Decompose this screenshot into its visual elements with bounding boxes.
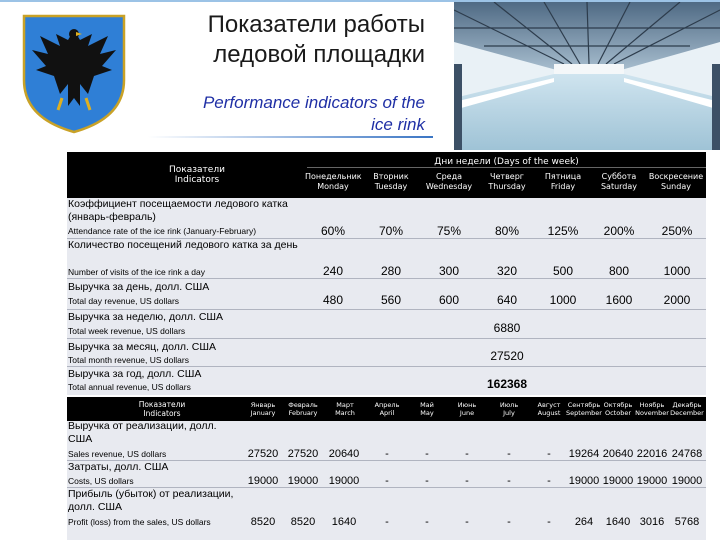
days-of-week-title: Дни недели (Days of the week) — [434, 157, 579, 167]
month-header-june — [449, 401, 485, 417]
day-header-friday — [535, 172, 591, 192]
corner-en: Indicators — [143, 409, 181, 418]
cell-value: - — [507, 448, 511, 460]
row-label-ru: Выручка от реализации, долл. США — [68, 420, 217, 445]
day-header-tuesday — [363, 172, 419, 192]
cell-value: 200% — [603, 224, 635, 238]
cell-value: - — [385, 516, 389, 528]
month-en: September — [566, 409, 602, 417]
cell-value: - — [547, 475, 551, 487]
month-en: February — [288, 409, 318, 417]
month-ru: Декабрь — [672, 401, 702, 409]
row-divider — [67, 309, 706, 310]
page-title-ru — [140, 10, 425, 70]
day-header-wednesday — [421, 172, 477, 192]
row-label-en: Profit (loss) from the sales, US dollars — [68, 517, 211, 527]
month-en: December — [670, 409, 704, 417]
day-en: Thursday — [488, 182, 526, 191]
row-label-ru: Выручка за год, долл. США — [68, 368, 202, 380]
day-header-monday — [305, 172, 361, 192]
monthly-financials-table — [67, 397, 706, 540]
cell-value: - — [425, 475, 429, 487]
cell-value: 19000 — [568, 475, 600, 487]
cell-value: 600 — [438, 293, 460, 307]
cell-value: 250% — [661, 224, 693, 238]
month-en: June — [459, 409, 475, 417]
cell-value: 264 — [574, 516, 594, 528]
month-header-november — [635, 401, 669, 417]
cell-value: 2000 — [663, 293, 691, 307]
cell-value: 22016 — [636, 448, 668, 460]
row-label-en: Total week revenue, US dollars — [68, 326, 186, 336]
title-en-line1: Performance indicators of the — [202, 93, 425, 112]
cell-value: 1640 — [331, 516, 357, 528]
cell-value: 1640 — [605, 516, 631, 528]
cell-value: 300 — [438, 264, 460, 278]
month-header-july — [491, 401, 527, 417]
row-label-ru: Коэффициент посещаемости ледового катка (январь-февраль) — [68, 198, 288, 223]
cell-value: 70% — [378, 224, 404, 238]
corner-en: Indicators — [174, 175, 220, 185]
cell-value: 19000 — [287, 475, 319, 487]
day-ru: Вторник — [373, 172, 409, 181]
row-divider — [67, 366, 706, 367]
cell-value: 480 — [322, 293, 344, 307]
cell-value: - — [465, 448, 469, 460]
cell-value: 20640 — [602, 448, 634, 460]
table1-corner — [137, 165, 257, 185]
title-underline — [148, 136, 433, 138]
cell-value: - — [547, 448, 551, 460]
day-en: Sunday — [661, 182, 691, 191]
row-label-ru: Выручка за неделю, долл. США — [68, 311, 224, 323]
row-divider — [67, 338, 706, 339]
title-ru-line1: Показатели работы — [207, 11, 425, 38]
month-en: August — [537, 409, 561, 417]
day-header-saturday — [591, 172, 647, 192]
corner-ru: Показатели — [169, 165, 225, 175]
day-header-thursday — [479, 172, 535, 192]
day-en: Wednesday — [425, 182, 473, 191]
ice-rink-photo — [454, 2, 720, 150]
month-en: November — [635, 409, 669, 417]
cell-value: 240 — [322, 264, 344, 278]
cell-value: 19264 — [568, 448, 600, 460]
day-ru: Суббота — [601, 172, 637, 181]
cell-value: - — [507, 516, 511, 528]
cell-value: 19000 — [602, 475, 634, 487]
cell-value: - — [465, 475, 469, 487]
coat-of-arms-emblem — [18, 10, 130, 136]
cell-value: 320 — [496, 264, 518, 278]
month-ru: Июнь — [457, 401, 477, 409]
cell-value: - — [385, 448, 389, 460]
cell-value: 20640 — [328, 448, 360, 460]
cell-value: - — [425, 448, 429, 460]
weekly-performance-table — [67, 152, 706, 395]
month-en: October — [604, 409, 631, 417]
month-total-value: 27520 — [490, 349, 524, 363]
cell-value: 5768 — [674, 516, 700, 528]
cell-value: 19000 — [328, 475, 360, 487]
month-ru: Ноябрь — [639, 401, 665, 409]
row-label-en: Total month revenue, US dollars — [68, 355, 189, 365]
row-label-en: Costs, US dollars — [68, 476, 134, 486]
row-label-ru: Количество посещений ледового катка за день — [68, 239, 298, 251]
month-header-september — [565, 401, 603, 417]
cell-value: 80% — [494, 224, 520, 238]
row-label-en: Sales revenue, US dollars — [68, 449, 167, 459]
cell-value: 800 — [608, 264, 630, 278]
month-ru: Апрель — [374, 401, 400, 409]
month-ru: Июль — [499, 401, 519, 409]
table2-corner — [107, 400, 217, 418]
day-ru: Воскресение — [648, 172, 704, 181]
title-ru-line2: ледовой площадки — [213, 41, 425, 68]
cell-value: 75% — [436, 224, 462, 238]
page-title-en — [140, 92, 425, 136]
month-ru: Май — [420, 401, 434, 409]
cell-value: - — [385, 475, 389, 487]
cell-value: 560 — [380, 293, 402, 307]
row-label-ru: Выручка за день, долл. США — [68, 281, 210, 293]
row-label-en: Total annual revenue, US dollars — [68, 382, 191, 392]
month-ru: Октябрь — [603, 401, 633, 409]
day-ru: Среда — [435, 172, 463, 181]
cell-value: 19000 — [671, 475, 703, 487]
month-header-january — [245, 401, 281, 417]
month-header-december — [669, 401, 705, 417]
cell-value: 1600 — [605, 293, 633, 307]
cell-value: - — [425, 516, 429, 528]
cell-value: 27520 — [247, 448, 279, 460]
month-en: May — [420, 409, 434, 417]
month-ru: Август — [537, 401, 561, 409]
month-ru: Февраль — [288, 401, 318, 409]
cell-value: 1000 — [663, 264, 691, 278]
cell-value: 27520 — [287, 448, 319, 460]
month-ru: Март — [336, 401, 354, 409]
month-en: July — [503, 409, 515, 417]
month-en: January — [250, 409, 276, 417]
day-ru: Пятница — [544, 172, 582, 181]
cell-value: 8520 — [250, 516, 276, 528]
row-label-en: Total day revenue, US dollars — [68, 296, 180, 306]
week-total-value: 6880 — [493, 321, 521, 335]
month-ru: Январь — [250, 401, 276, 409]
month-header-march — [325, 401, 365, 417]
cell-value: 3016 — [639, 516, 665, 528]
day-ru: Четверг — [490, 172, 524, 181]
row-label-ru: Прибыль (убыток) от реализации, долл. США — [68, 488, 234, 513]
month-ru: Сентябрь — [567, 401, 601, 409]
cell-value: 19000 — [247, 475, 279, 487]
month-header-april — [367, 401, 407, 417]
day-en: Tuesday — [374, 182, 408, 191]
day-ru: Понедельник — [305, 172, 362, 181]
day-en: Saturday — [600, 182, 638, 191]
cell-value: - — [547, 516, 551, 528]
month-header-may — [409, 401, 445, 417]
day-header-sunday — [647, 172, 705, 192]
cell-value: 60% — [320, 224, 346, 238]
cell-value: 640 — [496, 293, 518, 307]
cell-value: 19000 — [636, 475, 668, 487]
month-en: April — [379, 409, 395, 417]
corner-ru: Показатели — [138, 400, 186, 409]
row-label-ru: Выручка за месяц, долл. США — [68, 341, 217, 353]
row-label-en: Attendance rate of the ice rink (January-February) — [68, 226, 257, 236]
day-en: Monday — [317, 182, 349, 191]
cell-value: - — [465, 516, 469, 528]
title-en-line2: ice rink — [371, 115, 425, 134]
day-en: Friday — [550, 182, 576, 191]
cell-value: 500 — [552, 264, 574, 278]
cell-value: 8520 — [290, 516, 316, 528]
cell-value: 125% — [547, 224, 579, 238]
cell-value: 24768 — [671, 448, 703, 460]
month-header-february — [285, 401, 321, 417]
row-label-ru: Затраты, долл. США — [68, 461, 169, 473]
days-header-divider — [307, 167, 706, 168]
month-en: March — [335, 409, 355, 417]
month-header-august — [531, 401, 567, 417]
row-label-en: Number of visits of the ice rink a day — [68, 267, 206, 277]
row-divider — [67, 278, 706, 279]
annual-total-value: 162368 — [486, 377, 528, 391]
cell-value: 280 — [380, 264, 402, 278]
month-header-october — [601, 401, 635, 417]
cell-value: 1000 — [549, 293, 577, 307]
cell-value: - — [507, 475, 511, 487]
